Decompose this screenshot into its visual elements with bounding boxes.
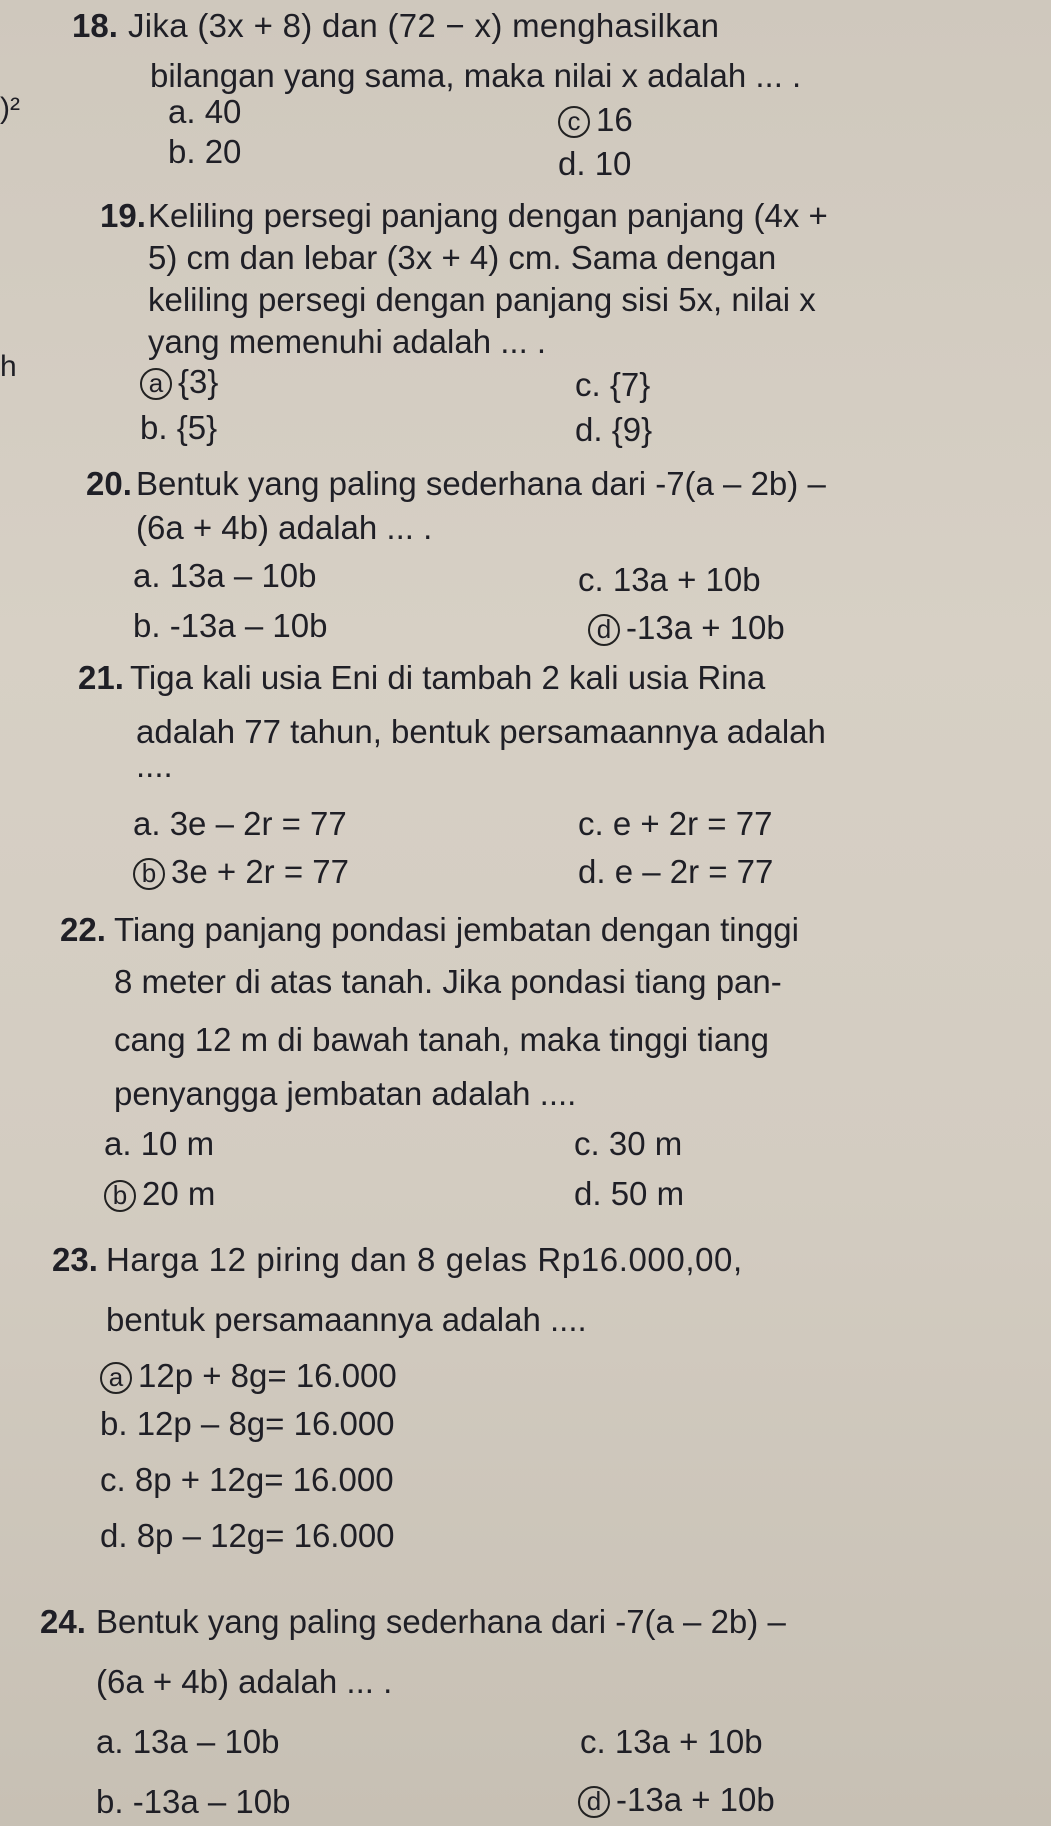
option-b: b. 12p – 8g= 16.000 [100,1405,395,1442]
answer-mark-circle: d [588,614,620,646]
edge-fragment-top: )² [0,92,20,125]
question-text: Harga 12 piring dan 8 gelas Rp16.000,00, [106,1241,743,1278]
question-number: 22. [60,911,106,948]
question-text: Bentuk yang paling sederhana dari -7(a – 2b) – [136,465,826,502]
option-c-selected: c 16 [558,100,633,140]
answer-mark-circle: a [140,368,172,400]
question-number: 24. [40,1603,86,1640]
answer-mark-circle: a [100,1362,132,1394]
question-text: (6a + 4b) adalah ... . [96,1663,393,1700]
answer-mark-circle: b [104,1180,136,1212]
option-c: c. {7} [575,366,651,403]
question-number: 18. [72,7,118,44]
option-b: b. {5} [140,409,218,446]
question-text: adalah 77 tahun, bentuk persamaannya adalah [136,713,826,750]
question-text: cang 12 m di bawah tanah, maka tinggi tiang [114,1021,769,1058]
edge-fragment-mid: h [0,350,17,383]
option-a-selected: a 12p + 8g= 16.000 [100,1356,397,1396]
option-d: d. 10 [558,145,632,182]
question-text: Jika (3x + 8) dan (72 − x) menghasilkan [128,7,720,44]
option-b: b. 20 [168,133,242,170]
option-c: c. e + 2r = 77 [578,805,773,842]
question-text: bilangan yang sama, maka nilai x adalah ... . [150,57,802,94]
question-text: (6a + 4b) adalah ... . [136,509,433,546]
option-b: b. -13a – 10b [96,1783,291,1820]
option-a: a. 13a – 10b [96,1723,280,1760]
question-text: 5) cm dan lebar (3x + 4) cm. Sama dengan [148,239,777,276]
option-c: c. 8p + 12g= 16.000 [100,1461,394,1498]
question-text: Tiga kali usia Eni di tambah 2 kali usia Rina [130,659,766,696]
option-a: a. 3e – 2r = 77 [133,805,347,842]
option-b-selected: b 20 m [104,1174,215,1214]
question-text: penyangga jembatan adalah .... [114,1075,577,1112]
option-a: a. 10 m [104,1125,215,1162]
question-number: 20. [86,465,132,502]
option-d: d. {9} [575,411,653,448]
option-a-selected: a {3} [140,362,218,402]
question-text: Keliling persegi panjang dengan panjang (4x + [148,197,828,234]
option-c: c. 13a + 10b [578,561,761,598]
option-d: d. e – 2r = 77 [578,853,774,890]
option-d: d. 50 m [574,1175,685,1212]
option-d: d. 8p – 12g= 16.000 [100,1517,395,1554]
question-text: .... [136,747,173,784]
answer-mark-circle: b [133,858,165,890]
question-text: Tiang panjang pondasi jembatan dengan tinggi [114,911,799,948]
question-text: bentuk persamaannya adalah .... [106,1301,587,1338]
answer-mark-circle: c [558,106,590,138]
option-a: a. 40 [168,93,242,130]
question-text: Bentuk yang paling sederhana dari -7(a – 2b) – [96,1603,786,1640]
option-d-selected: d -13a + 10b [578,1780,775,1820]
question-number: 23. [52,1241,98,1278]
option-a: a. 13a – 10b [133,557,317,594]
question-number: 21. [78,659,124,696]
option-b-selected: b 3e + 2r = 77 [133,852,349,892]
option-c: c. 30 m [574,1125,683,1162]
option-c: c. 13a + 10b [580,1723,763,1760]
option-d-selected: d -13a + 10b [588,608,785,648]
answer-mark-circle: d [578,1786,610,1818]
question-number: 19. [100,197,146,234]
question-text: yang memenuhi adalah ... . [148,323,547,360]
option-b: b. -13a – 10b [133,607,328,644]
question-text: keliling persegi dengan panjang sisi 5x, nilai x [148,281,816,318]
question-text: 8 meter di atas tanah. Jika pondasi tiang pan- [114,963,782,1000]
